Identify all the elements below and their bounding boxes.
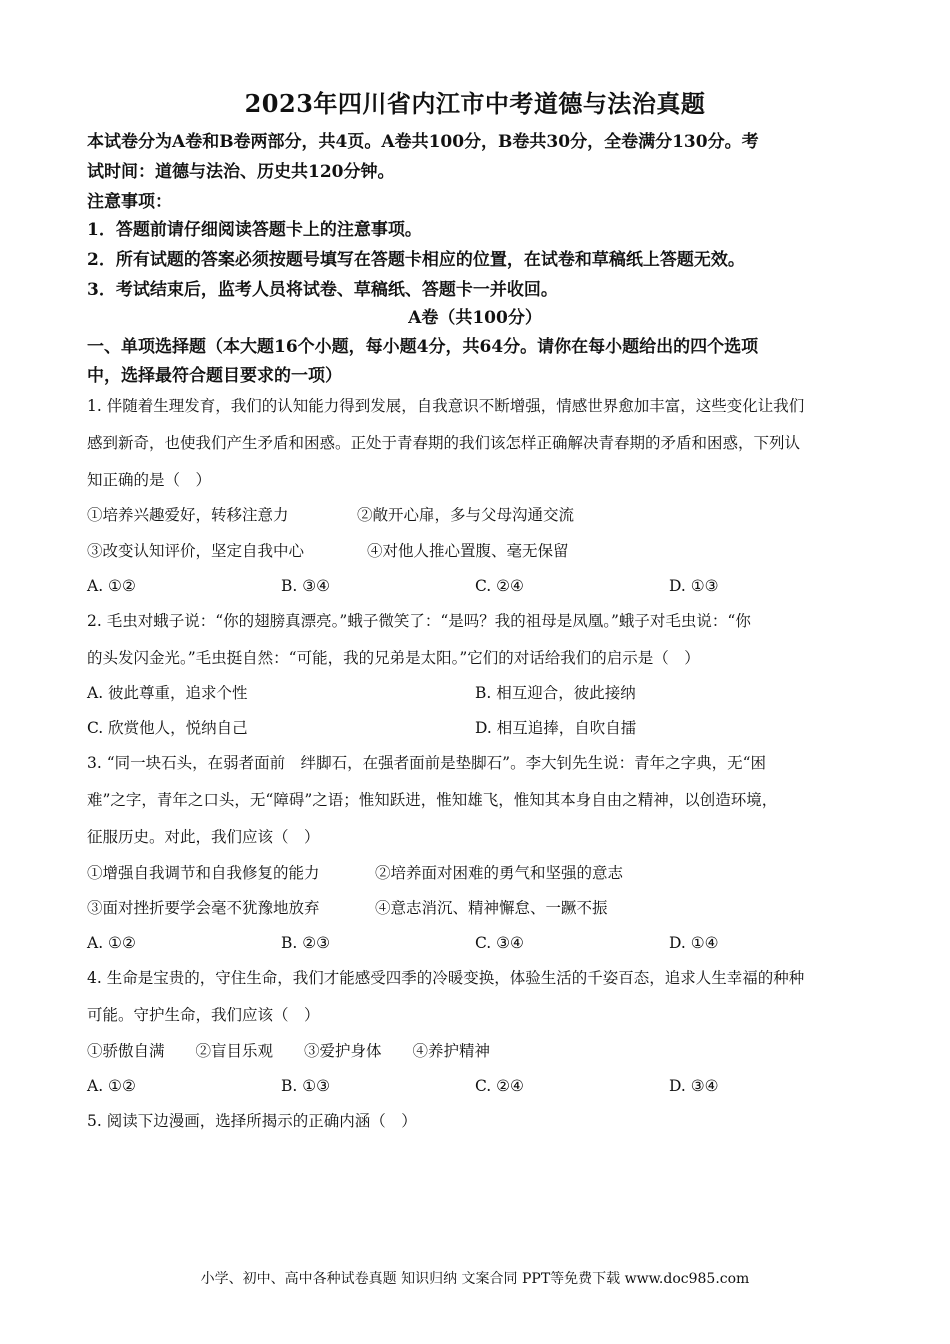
q1-option-d: D. ①③ [669, 577, 719, 595]
page-footer: 小学、初中、高中各种试卷真题 知识归纳 文案合同 PPT等免费下载 www.doc985.com [200, 1271, 750, 1287]
q1-item-2: ②敞开心扉，多与父母沟通交流 [357, 506, 575, 524]
q3-item-4: ④意志消沉、精神懈怠、一蹶不振 [375, 899, 608, 917]
q4-line-2: 可能。守护生命，我们应该（ ） [87, 1006, 320, 1024]
notes-heading: 注意事项： [87, 192, 172, 212]
part1-heading-line-2: 中，选择最符合题目要求的一项） [87, 366, 342, 386]
q1-line-1: 1. 伴随着生理发育，我们的认知能力得到发展，自我意识不断增强，情感世界愈加丰富，这些变化让我们 [87, 397, 805, 415]
q2-option-b: B. 相互迎合，彼此接纳 [475, 684, 636, 702]
q3-option-b: B. ②③ [281, 934, 331, 952]
q3-item-1: ①增强自我调节和自我修复的能力 [87, 864, 320, 882]
q2-line-1: 2. 毛虫对蛾子说：“你的翅膀真漂亮。”蛾子微笑了：“是吗？我的祖母是凤凰。”蛾子对毛虫说：“你 [87, 612, 751, 630]
q4-line-1: 4. 生命是宝贵的，守住生命，我们才能感受四季的冷暖变换，体验生活的千姿百态，追求人生幸福的种种 [87, 969, 805, 987]
q2-option-c: C. 欣赏他人，悦纳自己 [87, 719, 248, 737]
q3-line-3: 征服历史。对此，我们应该（ ） [87, 828, 320, 846]
q2-line-2: 的头发闪金光。”毛虫挺自然：“可能，我的兄弟是太阳。”它们的对话给我们的启示是（ ） [87, 649, 700, 667]
intro-line-2: 试时间：道德与法治、历史共120分钟。 [87, 162, 395, 182]
q2-option-a: A. 彼此尊重，追求个性 [87, 684, 248, 702]
q5-line-1: 5. 阅读下边漫画，选择所揭示的正确内涵（ ） [87, 1112, 417, 1130]
q1-item-4: ④对他人推心置腹、毫无保留 [367, 542, 569, 560]
note-1: 1．答题前请仔细阅读答题卡上的注意事项。 [87, 220, 422, 240]
q3-option-c: C. ③④ [475, 934, 524, 952]
q1-item-3: ③改变认知评价，坚定自我中心 [87, 542, 305, 560]
q2-option-d: D. 相互追捧，自吹自擂 [475, 719, 637, 737]
q4-option-d: D. ③④ [669, 1077, 719, 1095]
section-a-heading: A卷（共100分） [408, 308, 542, 328]
note-3: 3．考试结束后，监考人员将试卷、草稿纸、答题卡一并收回。 [87, 280, 558, 300]
q3-line-2: 难”之字，青年之口头，无“障碍”之语；惟知跃进，惟知雄飞，惟知其本身自由之精神，以创造环境， [87, 791, 778, 809]
q4-option-a: A. ①② [87, 1077, 136, 1095]
q1-item-1: ①培养兴趣爱好，转移注意力 [87, 506, 289, 524]
q1-line-2: 感到新奇，也使我们产生矛盾和困惑。正处于青春期的我们该怎样正确解决青春期的矛盾和困惑，下列认 [87, 434, 801, 452]
intro-line-1: 本试卷分为A卷和B卷两部分，共4页。A卷共100分，B卷共30分，全卷满分130分。考 [87, 132, 759, 152]
q3-item-3: ③面对挫折要学会毫不犹豫地放弃 [87, 899, 320, 917]
q3-line-1: 3. “同一块石头，在弱者面前 绊脚石，在强者面前是垫脚石”。李大钊先生说：青年之字典，无“困 [87, 754, 766, 772]
part1-heading-line-1: 一、单项选择题（本大题16个小题，每小题4分，共64分。请你在每小题给出的四个选项 [87, 337, 759, 357]
q3-option-a: A. ①② [87, 934, 136, 952]
q3-option-d: D. ①④ [669, 934, 719, 952]
q4-option-c: C. ②④ [475, 1077, 524, 1095]
q4-items: ①骄傲自满 ②盲目乐观 ③爱护身体 ④养护精神 [87, 1042, 491, 1060]
q1-option-c: C. ②④ [475, 577, 524, 595]
q4-option-b: B. ①③ [281, 1077, 331, 1095]
q1-option-a: A. ①② [87, 577, 136, 595]
q1-line-3: 知正确的是（ ） [87, 471, 212, 489]
page-title: 2023年四川省内江市中考道德与法治真题 [244, 89, 706, 118]
q1-option-b: B. ③④ [281, 577, 331, 595]
note-2: 2．所有试题的答案必须按题号填写在答题卡相应的位置，在试卷和草稿纸上答题无效。 [87, 250, 745, 270]
q3-item-2: ②培养面对困难的勇气和坚强的意志 [375, 864, 624, 882]
